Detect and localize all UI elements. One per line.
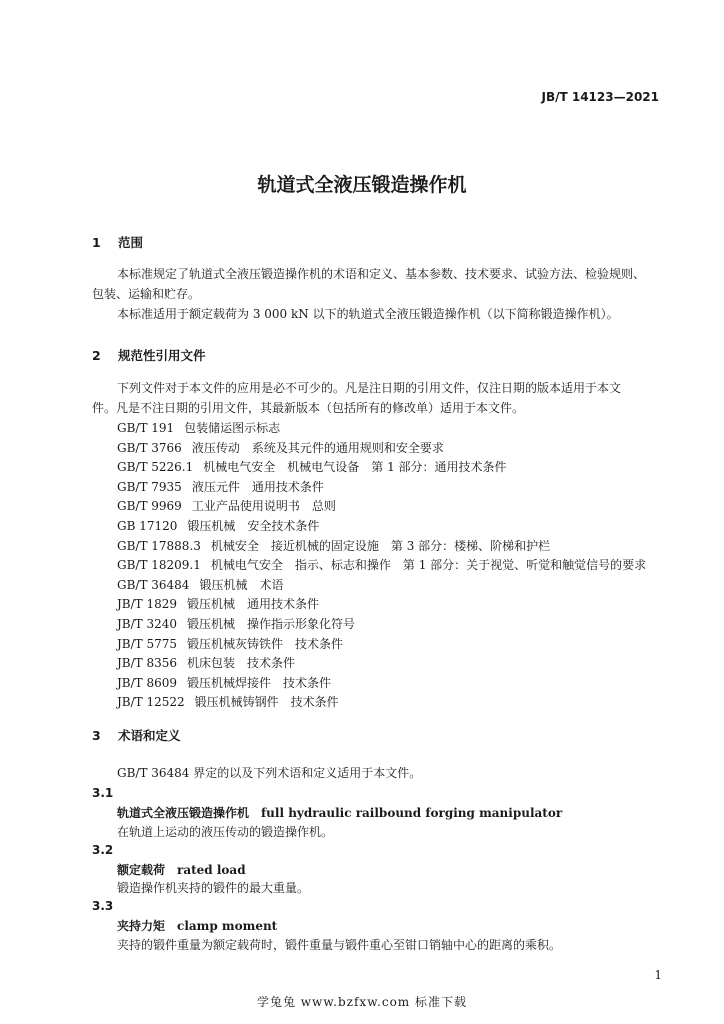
term-heading [117, 861, 246, 878]
section-title: 规范性引用文件 [118, 348, 206, 363]
reference-title: 锻压机械 安全技术条件 [187, 518, 320, 533]
term-number: 3.2 [92, 843, 114, 857]
reference-code: GB/T 18209.1 [117, 558, 201, 573]
section-3-intro: GB/T 36484 界定的以及下列术语和定义适用于本文件。 [117, 766, 422, 780]
section-1-para-2: 本标准适用于额定载荷为 3 000 kN 以下的轨道式全液压锻造操作机（以下简称锻造操作机）。 [117, 307, 619, 321]
reference-item [117, 458, 646, 478]
reference-code: GB/T 17888.3 [117, 538, 201, 553]
section-number: 1 [92, 235, 101, 250]
reference-code: GB/T 5226.1 [117, 460, 194, 475]
reference-item [117, 439, 646, 459]
section-1-para-1-line-2: 包装、运输和贮存。 [92, 287, 201, 301]
reference-item [117, 693, 646, 713]
section-number: 3 [92, 728, 101, 743]
term-definition: 在轨道上运动的液压传动的锻造操作机。 [117, 825, 334, 839]
section-title: 范围 [118, 235, 144, 250]
reference-item [117, 635, 646, 655]
reference-code: JB/T 5775 [117, 636, 178, 651]
section-3-heading [92, 726, 181, 744]
term-english: clamp moment [177, 919, 278, 933]
term-chinese: 夹持力矩 [117, 919, 166, 933]
reference-title: 机械电气安全 机械电气设备 第 1 部分：通用技术条件 [203, 460, 507, 475]
reference-code: JB/T 12522 [117, 695, 185, 710]
term-heading [117, 917, 277, 934]
reference-title: 锻压机械 操作指示形象化符号 [187, 616, 356, 631]
reference-code: GB/T 7935 [117, 479, 182, 494]
document-title: 轨道式全液压锻造操作机 [257, 174, 467, 196]
term-chinese: 额定载荷 [117, 863, 166, 877]
reference-code: JB/T 8356 [117, 656, 178, 671]
reference-title: 液压传动 系统及其元件的通用规则和安全要求 [191, 440, 444, 455]
term-english: full hydraulic railbound forging manipulator [261, 806, 563, 820]
reference-item [117, 419, 646, 439]
reference-title: 包装储运图示标志 [184, 421, 281, 435]
reference-item [117, 576, 646, 596]
term-heading [117, 804, 562, 821]
reference-item [117, 595, 646, 615]
reference-code: GB/T 36484 [117, 577, 190, 592]
reference-item [117, 537, 646, 557]
section-2-intro-line-1: 下列文件对于本文件的应用是必不可少的。凡是注日期的引用文件，仅注日期的版本适用于本文 [117, 381, 622, 395]
reference-title: 锻压机械 通用技术条件 [187, 597, 320, 612]
term-number: 3.3 [92, 899, 114, 913]
reference-item [117, 478, 646, 498]
term-definition: 夹持的锻件重量为额定载荷时，锻件重量与锻件重心至钳口销轴中心的距离的乘积。 [117, 938, 562, 952]
reference-code: JB/T 3240 [117, 616, 178, 631]
term-english: rated load [177, 863, 246, 877]
normative-reference-list [117, 419, 646, 713]
section-1-para-1-line-1: 本标准规定了轨道式全液压锻造操作机的术语和定义、基本参数、技术要求、试验方法、检验规则、 [117, 267, 646, 281]
reference-title: 机床包装 技术条件 [187, 656, 296, 671]
reference-code: JB/T 8609 [117, 675, 178, 690]
reference-code: GB/T 3766 [117, 440, 182, 455]
reference-item [117, 556, 646, 576]
term-definition: 锻造操作机夹持的锻件的最大重量。 [117, 881, 310, 895]
reference-code: GB/T 9969 [117, 499, 182, 514]
reference-title: 锻压机械铸钢件 技术条件 [194, 695, 339, 710]
section-2-intro-line-2: 件。凡是不注日期的引用文件，其最新版本（包括所有的修改单）适用于本文件。 [92, 401, 525, 415]
section-2-heading [92, 346, 206, 364]
reference-title: 液压元件 通用技术条件 [191, 479, 324, 494]
reference-item [117, 615, 646, 635]
section-number: 2 [92, 348, 101, 363]
reference-item [117, 654, 646, 674]
reference-code: GB 17120 [117, 518, 178, 533]
term-number: 3.1 [92, 786, 114, 800]
reference-item [117, 497, 646, 517]
footer-watermark: 学兔兔 www.bzfxw.com 标准下载 [256, 995, 468, 1009]
reference-title: 锻压机械灰铸铁件 技术条件 [187, 636, 344, 651]
reference-title: 工业产品使用说明书 总则 [191, 499, 336, 514]
term-chinese: 轨道式全液压锻造操作机 [117, 806, 250, 820]
reference-item [117, 517, 646, 537]
reference-code: JB/T 1829 [117, 597, 178, 612]
reference-code: GB/T 191 [117, 421, 175, 435]
section-title: 术语和定义 [118, 728, 181, 743]
reference-item [117, 674, 646, 694]
reference-title: 锻压机械 术语 [199, 577, 284, 592]
reference-title: 锻压机械焊接件 技术条件 [187, 675, 332, 690]
reference-title: 机械电气安全 指示、标志和操作 第 1 部分：关于视觉、听觉和触觉信号的要求 [210, 558, 647, 573]
section-1-heading [92, 233, 143, 251]
page-number: 1 [654, 968, 662, 982]
reference-title: 机械安全 接近机械的固定设施 第 3 部分：楼梯、阶梯和护栏 [210, 538, 551, 553]
standard-code: JB/T 14123—2021 [541, 90, 659, 104]
